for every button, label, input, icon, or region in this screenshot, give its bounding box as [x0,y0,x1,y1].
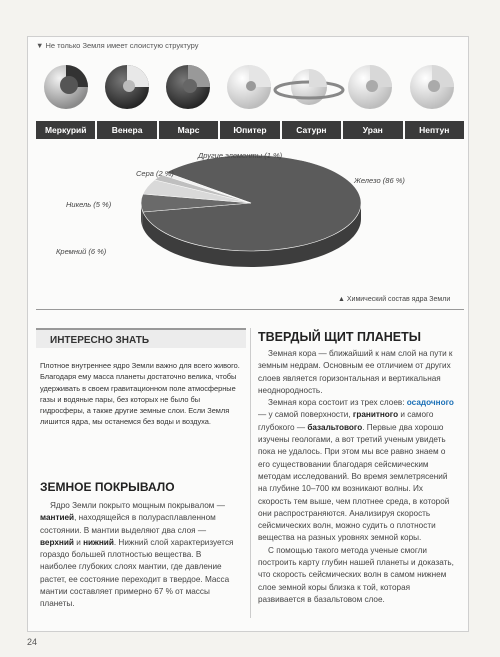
mars-icon [166,65,210,109]
fact-box-heading: ИНТЕРЕСНО ЗНАТЬ [36,328,246,348]
term-sedimentary: осадочного [406,398,454,408]
core-composition-chart [36,143,466,293]
planets-illustration [36,60,466,118]
planet-names-bar [36,121,464,139]
divider [36,309,464,310]
neptune-icon [410,65,454,109]
term-mantle: мантией [40,513,75,523]
section-heading-mantle: ЗЕМНОЕ ПОКРЫВАЛО [40,480,175,494]
uranus-icon [348,65,392,109]
saturn-icon [275,69,343,105]
crust-paragraph-1: Земная кора — ближайший к нам слой на пути к земным недрам. Основным ее отличием от других слоев является горизонтальная и вертикальная неоднородность. [258,349,453,395]
chart-caption-text: Химический состав ядра Земли [346,296,451,303]
page-number: 24 [27,637,38,647]
pie-label-iron: Железо (86 %) [354,176,405,185]
mantle-paragraph [40,500,240,611]
pie-label-nickel: Никель (5 %) [66,200,112,209]
text-span: — у самой поверхности, [258,410,353,420]
term-basalt: базальтового [307,422,363,432]
planet-name: Уран [343,121,404,139]
term-lower: нижний [83,537,114,547]
text-span: и самого глубокого — [258,410,434,432]
planet-name: Сатурн [282,121,343,139]
text-span: . Нижний слой характеризуется гораздо большей плотностью вещества. В наиболее глубоких слоях мантии, где давление растет, ее состояние переходит в твердое. Масса мантии составляет примерно 67 % от массы планеты. [40,537,234,609]
planet-name: Марс [159,121,220,139]
term-upper: верхний [40,537,74,547]
venus-icon [105,65,149,109]
pie-label-other: Другие элементы (1 %) [198,151,283,160]
mantle-text [40,500,240,611]
text-span: Ядро Земли покрыто мощным покрывалом — [50,501,225,510]
planet-name: Юпитер [220,121,281,139]
text-span: . Первые два хорошо изучены геологами, а вот третий ученым увидеть пока не удалось. При этом мы все равно знаем о его существовании благодаря сейсмическим методам исследований. Во время землетрясений на глубине 10–700 км возникают волны. Их скорость тем выше, чем плотнее среда, в которой они распространяются. Анализируя скорость сейсмических волн, можно судить о плотности вещества на разных уровнях земной коры. [258,422,450,543]
text-span: , находящейся в полурасплавленном состоянии. В мантии выделяют два слоя — [40,513,216,535]
crust-paragraph-3: С помощью такого метода ученые смогли построить карту глубин нашей планеты и доказать, что скорость сейсмических волн в самом нижнем слое земной коры близка к той, которая развивается в базальтовом слое. [258,545,454,604]
pie-label-sulfur: Сера (2 %) [136,169,174,178]
planet-name: Нептун [405,121,464,139]
section-heading-crust: ТВЕРДЫЙ ЩИТ ПЛАНЕТЫ [258,330,422,344]
fact-box-text: Плотное внутреннее ядро Земли важно для всего живого. Благодаря ему масса планеты достаточно велика, чтобы удерживать в своем гравитационном поле атмосферные газы и водяные пары, без которых не было бы гидросферы, а также другие земные слои. Если Земля лишится ядра, мы останемся без воды и воздуха. [40,361,240,427]
pie-label-silicon: Кремний (6 %) [56,247,107,256]
text-span: и [73,537,84,547]
crust-text [258,348,458,606]
chart-caption: ▲ Химический состав ядра Земли [338,296,451,303]
figure-caption: ▼ Не только Земля имеет слоистую структуру [36,41,199,50]
text-span: Земная кора состоит из трех слоев: [268,398,407,408]
crust-paragraph-2 [258,397,458,545]
pie-chart [36,143,466,293]
jupiter-icon [227,65,271,109]
column-divider [250,328,251,618]
planet-name: Меркурий [36,121,97,139]
term-granite: гранитного [352,410,399,420]
mercury-icon [44,65,88,109]
planet-name: Венера [97,121,158,139]
